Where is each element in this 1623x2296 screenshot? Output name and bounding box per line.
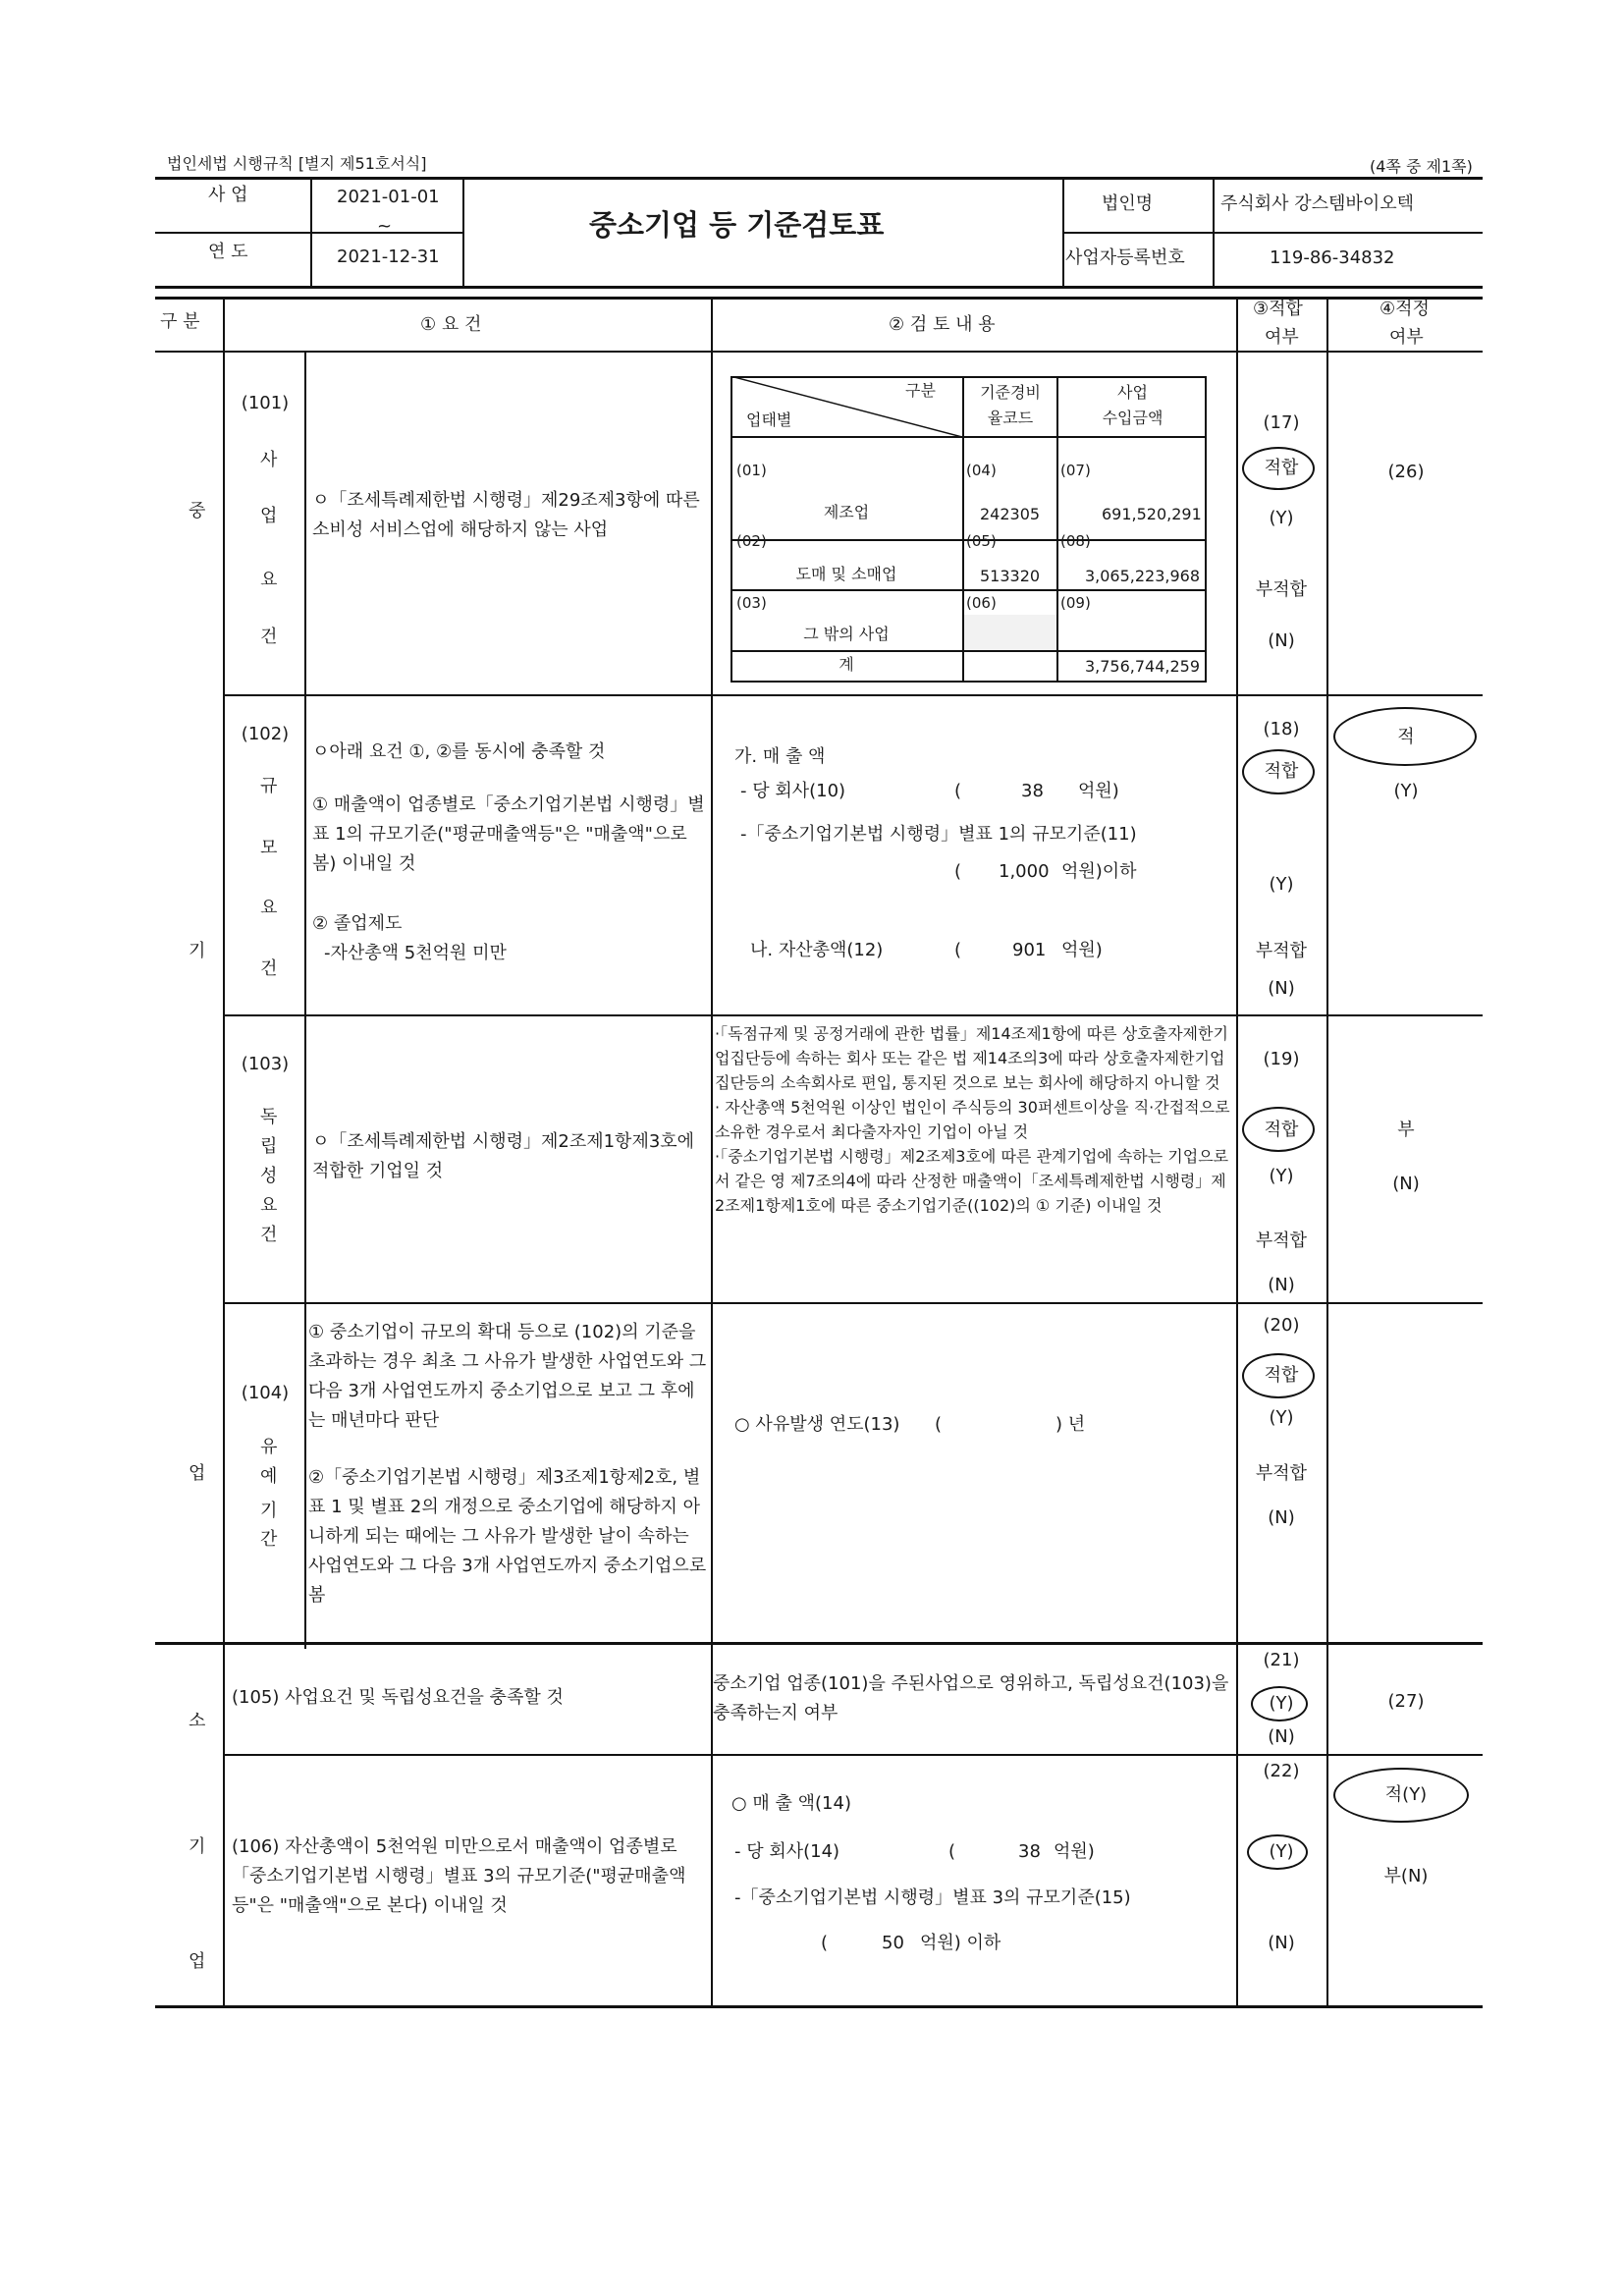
tbl-row-num: (08) (1060, 532, 1091, 550)
tbl-row-name: 도매 및 소매업 (795, 565, 897, 583)
tbl-row-code: 513320 (980, 567, 1041, 585)
r106-rv-4-value: 50 (882, 1933, 904, 1953)
r101-vlabel: 요 (260, 570, 278, 590)
tbl-row-num: (04) (966, 462, 997, 479)
col-fit3-b: 여부 (1265, 327, 1299, 348)
tbl-total-label: 계 (839, 655, 854, 674)
r101-c4: (26) (1387, 462, 1425, 482)
r101-num: (101) (241, 393, 290, 413)
r103-c4-a: 부 (1397, 1120, 1415, 1140)
period-start: 2021-01-01 (337, 187, 440, 207)
r102-c4-a: 적 (1397, 727, 1415, 747)
r102-num: (102) (241, 724, 290, 744)
r102-rv-1: 가. 매 출 액 (734, 746, 826, 767)
tbl-h-gubun: 구분 (905, 381, 936, 400)
r103-c4-b: (N) (1392, 1174, 1420, 1194)
tbl-row-num: (03) (736, 594, 767, 612)
r101-fit: 적합 (1264, 458, 1299, 478)
r102-fit: 적합 (1264, 761, 1299, 782)
r103-review-list (715, 1021, 1233, 1218)
r103-y: (Y) (1269, 1166, 1294, 1186)
r104-fit: 적합 (1264, 1365, 1299, 1386)
tbl-row-code: 242305 (980, 505, 1041, 523)
tbl-row-amount: 3,065,223,968 (1084, 567, 1200, 585)
r104-n: (N) (1268, 1507, 1295, 1528)
r103-vlabel: 립 (260, 1136, 278, 1157)
r105-y: (Y) (1269, 1693, 1294, 1714)
r101-vlabel: 사 (260, 450, 278, 470)
tbl-row-num: (05) (966, 532, 997, 550)
form-title: 중소기업 등 기준검토표 (589, 208, 885, 242)
tbl-row-name: 그 밖의 사업 (803, 625, 890, 643)
r102-rv-unit: 억원) (1078, 781, 1119, 801)
side-char: 기 (189, 1836, 206, 1857)
r102-rv-2: - 당 회사(10) (740, 781, 846, 801)
r104-num: (104) (241, 1383, 290, 1403)
r102-rv-4-unit: 억원) (1061, 940, 1103, 960)
paren-open: ( (935, 1414, 943, 1435)
r102-rv-4-value: 901 (1012, 940, 1047, 960)
side-char: 업 (189, 1463, 206, 1484)
r104-review: ○ 사유발생 연도(13) (734, 1414, 900, 1435)
r103-num: (103) (241, 1054, 290, 1074)
side-char: 소 (189, 1711, 206, 1731)
r102-req-4: -자산총액 5천억원 미만 (324, 943, 507, 963)
r106-rv-2-value: 38 (1018, 1841, 1041, 1862)
side-char: 중 (189, 501, 206, 521)
col-review: ② 검 토 내 용 (889, 314, 996, 335)
tbl-row-name: 제조업 (823, 503, 870, 521)
r102-y: (Y) (1269, 874, 1294, 895)
r101-vlabel: 업 (260, 506, 278, 526)
r106-c4-a: 적(Y) (1384, 1784, 1428, 1805)
r104-vlabel: 간 (260, 1529, 278, 1550)
r105-review: 중소기업 업종(101)을 주된사업으로 영위하고, 독립성요건(103)을 충족하는지 여부 (713, 1673, 1229, 1723)
tbl-row-num: (06) (966, 594, 997, 612)
r104-vlabel: 예 (260, 1466, 278, 1487)
r102-vlabel: 요 (260, 898, 278, 918)
r101-y: (Y) (1269, 508, 1294, 528)
r106-y: (Y) (1269, 1841, 1294, 1862)
r106-rv-2: - 당 회사(14) (734, 1841, 840, 1862)
r105-c4: (27) (1387, 1691, 1425, 1712)
tbl-row-amount: 691,520,291 (1102, 505, 1202, 523)
r102-rv-4: 나. 자산총액(12) (750, 940, 884, 960)
r101-unfit: 부적합 (1255, 579, 1308, 600)
r106-requirement: (106) 자산총액이 5천억원 미만으로서 매출액이 업종별로「중소기업기본법 시행령」별표 3의 규모기준("평균매출액등"은 "매출액"으로 본다) 이내일 것 (232, 1836, 686, 1916)
r106-rv-3: -「중소기업기본법 시행령」별표 3의 규모기준(15) (734, 1887, 1131, 1908)
r103-n: (N) (1268, 1275, 1295, 1295)
r102-req-1: ㅇ아래 요건 ①, ②를 동시에 충족할 것 (312, 741, 606, 762)
year-label-1: 사 업 (208, 185, 248, 205)
r103-requirement: ㅇ「조세특례제한법 시행령」제2조제1항제3호에 적합한 기업일 것 (312, 1131, 695, 1181)
col-fit3-a: ③적합 (1253, 299, 1303, 319)
page-info: (4쪽 중 제1쪽) (1370, 157, 1473, 176)
r102-rv-3: -「중소기업기본법 시행령」별표 1의 규모기준(11) (740, 824, 1137, 845)
r105-no: (21) (1263, 1650, 1300, 1670)
r102-n: (N) (1268, 978, 1295, 999)
r102-c4-b: (Y) (1393, 781, 1419, 801)
r103-no: (19) (1263, 1049, 1300, 1069)
paren-open: ( (948, 1841, 956, 1862)
r104-vlabel: 기 (260, 1501, 278, 1521)
r101-no: (17) (1263, 412, 1300, 433)
r102-no: (18) (1263, 719, 1300, 739)
r105-n: (N) (1268, 1726, 1295, 1747)
bizno: 119-86-34832 (1270, 247, 1395, 268)
tbl-h-amt-1: 사업 (1117, 383, 1148, 402)
r104-no: (20) (1263, 1315, 1300, 1336)
r103-fit: 적합 (1264, 1120, 1299, 1140)
r103-vlabel: 성 (260, 1166, 278, 1186)
r102-req-2: ① 매출액이 업종별로「중소기업기본법 시행령」별표 1의 규모기준("평균매출액등"은 "매출액"으로 봄) 이내일 것 (312, 794, 705, 874)
period-end: 2021-12-31 (337, 246, 440, 267)
paren-open: ( (954, 940, 962, 960)
col-fit4-a: ④적정 (1380, 299, 1430, 319)
paren-open: ( (954, 861, 962, 882)
r102-vlabel: 건 (260, 958, 278, 979)
tbl-row-num: (02) (736, 532, 767, 550)
form-reference: 법인세법 시행규칙 [별지 제51호서식] (167, 154, 427, 173)
side-char: 기 (189, 941, 206, 961)
r101-requirement: ㅇ「조세특례제한법 시행령」제29조제3항에 따른 소비성 서비스업에 해당하지 않는 사업 (312, 490, 700, 540)
r103-review-item: · 자산총액 5천억원 이상인 법인이 주식등의 30퍼센트이상을 직·간접적으로 소유한 경우로서 최다출자자인 기업이 아닐 것 (715, 1098, 1230, 1141)
col-fit4-b: 여부 (1389, 327, 1424, 348)
r104-y: (Y) (1269, 1407, 1294, 1428)
r106-c4-b: 부(N) (1383, 1866, 1429, 1886)
r104-req-2: ②「중소기업기본법 시행령」제3조제1항제2호, 별표 1 및 별표 2의 개정으로 중소기업에 해당하지 아니하게 되는 때에는 그 사유가 발생한 날이 속하는 사업연도와 그 다음 3개 사업연도까지 중소기업으로 봄 (308, 1467, 707, 1606)
col-requirement: ① 요 건 (420, 314, 482, 335)
paren-close: ) 년 (1055, 1414, 1086, 1435)
r106-rv-1: ○ 매 출 액(14) (731, 1793, 851, 1814)
r103-vlabel: 독 (260, 1107, 278, 1127)
r103-unfit: 부적합 (1255, 1230, 1308, 1251)
r106-no: (22) (1263, 1761, 1300, 1781)
r102-rv-2-value: 38 (1021, 781, 1044, 801)
r105-requirement: (105) 사업요건 및 독립성요건을 충족할 것 (232, 1687, 564, 1708)
r103-vlabel: 요 (260, 1195, 278, 1216)
col-category: 구 분 (160, 311, 200, 332)
side-char: 업 (189, 1951, 206, 1972)
r102-req-3: ② 졸업제도 (312, 913, 403, 934)
tbl-h-code-2: 율코드 (987, 409, 1034, 427)
period-separator: ~ (377, 216, 393, 237)
r104-unfit: 부적합 (1255, 1463, 1308, 1484)
tbl-row-num: (09) (1060, 594, 1091, 612)
r104-vlabel: 유 (260, 1437, 278, 1457)
r102-vlabel: 규 (260, 776, 278, 796)
corp-name-label: 법인명 (1102, 193, 1154, 214)
tbl-shaded-cell (964, 615, 1056, 650)
r104-req-1: ① 중소기업이 규모의 확대 등으로 (102)의 기준을 초과하는 경우 최초 그 사유가 발생한 사업연도와 그 다음 3개 사업연도까지 중소기업으로 보고 그 후에는 매년마다 판단 (308, 1322, 707, 1431)
tbl-row-num: (07) (1060, 462, 1091, 479)
r103-review-item: ·「독점규제 및 공정거래에 관한 법률」제14조제1항에 따른 상호출자제한기업집단등에 속하는 회사 또는 같은 법 제14조의3에 따라 상호출자제한기업집단등의 소속회사로 편입, 통지된 것으로 보는 회사에 해당하지 아니할 것 (715, 1024, 1228, 1092)
tbl-total-amount: 3,756,744,259 (1084, 657, 1200, 676)
r101-n: (N) (1268, 630, 1295, 651)
r106-n: (N) (1268, 1933, 1295, 1953)
r102-unfit: 부적합 (1255, 941, 1308, 961)
r106-rv-2-unit: 억원) (1054, 1841, 1095, 1862)
paren-open: ( (954, 781, 962, 801)
tbl-h-amt-2: 수입금액 (1102, 409, 1163, 427)
paren-open: ( (821, 1933, 829, 1953)
tbl-h-code-1: 기준경비 (980, 383, 1041, 402)
r106-rv-4-unit: 억원) 이하 (920, 1933, 1001, 1953)
r103-review-item: ·「중소기업기본법 시행령」제2조제3호에 따른 관계기업에 속하는 기업으로서 같은 영 제7조의4에 따라 산정한 매출액이「조세특례제한법 시행령」제2조제1항제1호에 따른 중소기업기준((102)의 ① 기준) 이내일 것 (715, 1147, 1229, 1215)
year-label-2: 연 도 (208, 242, 248, 262)
tbl-row-num: (01) (736, 462, 767, 479)
r103-vlabel: 건 (260, 1225, 278, 1245)
tbl-h-upte: 업태별 (746, 410, 792, 429)
bizno-label: 사업자등록번호 (1065, 247, 1185, 268)
r101-vlabel: 건 (260, 627, 278, 647)
corp-name: 주식회사 강스템바이오텍 (1220, 193, 1414, 214)
r102-vlabel: 모 (260, 838, 278, 858)
r102-rv-3-unit: 억원)이하 (1061, 861, 1137, 882)
r102-rv-3-value: 1,000 (999, 861, 1050, 882)
